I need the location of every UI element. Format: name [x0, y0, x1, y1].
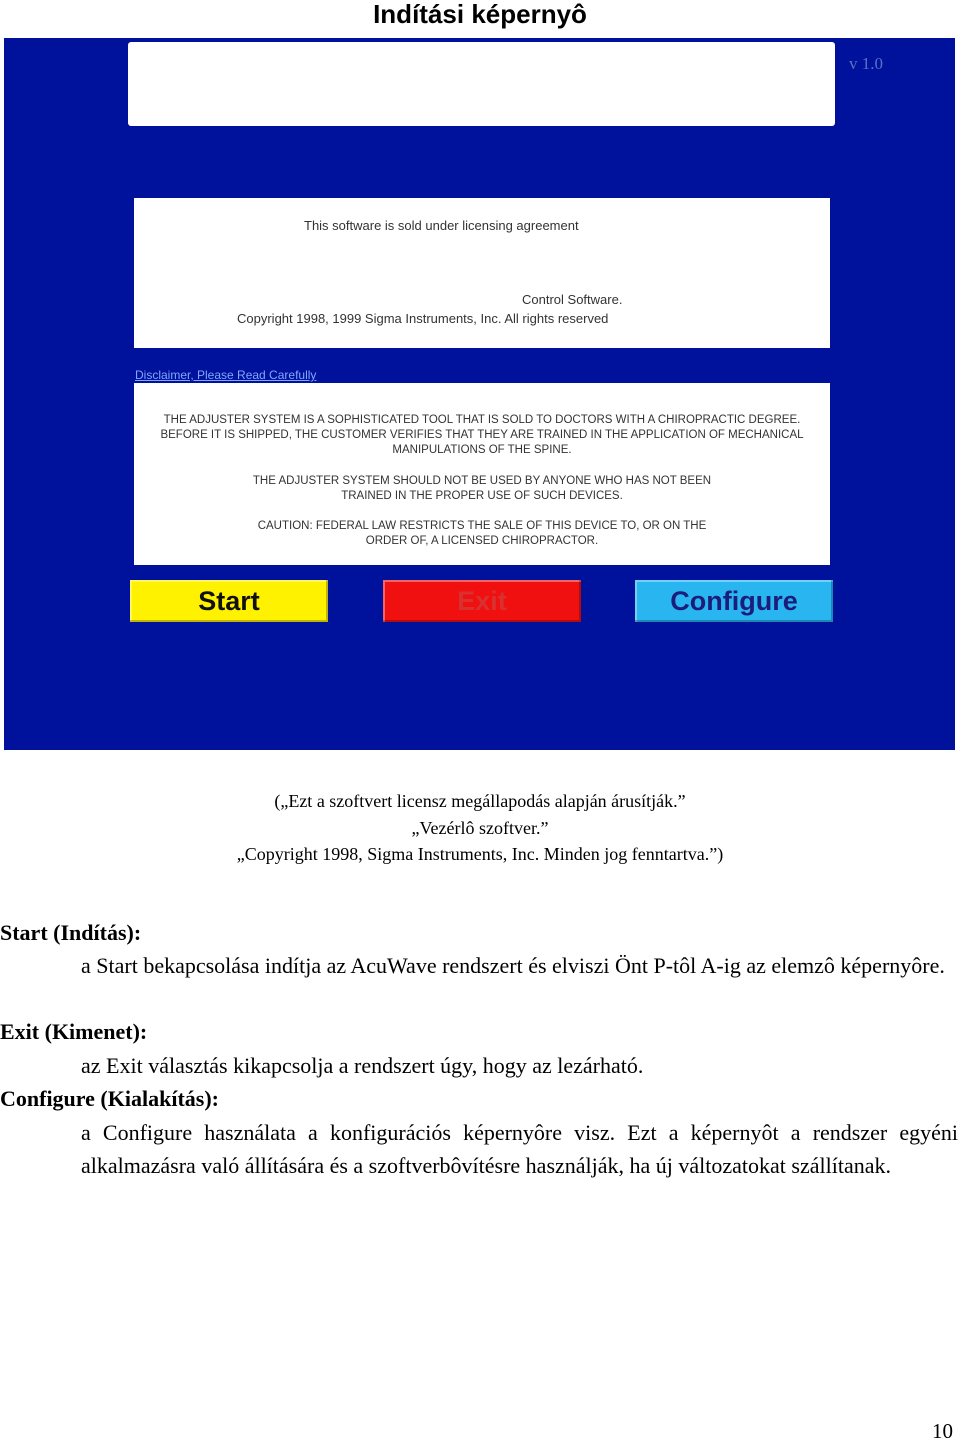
- page-number: 10: [932, 1419, 953, 1443]
- configure-heading: Configure (Kialakítás):: [0, 1086, 219, 1111]
- start-description: a Start bekapcsolása indítja az AcuWave rendszert és elviszi Önt P-tôl A-ig az elemzô képernyôre.: [81, 953, 945, 978]
- exit-heading: Exit (Kimenet):: [0, 1019, 148, 1044]
- caption-line: („Ezt a szoftvert licensz megállapodás alapján árusítják.”: [274, 791, 686, 811]
- product-name: Control Software.: [522, 292, 623, 307]
- license-notice: This software is sold under licensing agreement: [304, 218, 579, 233]
- configure-description: a Configure használata a konfigurációs képernyôre visz. Ezt a képernyôt a rendszer egyéni alkalmazásra való állítására és a szoftverbôvítésre használják, ha új változatokat szállítanak.: [81, 1120, 958, 1178]
- caption-line: „Copyright 1998, Sigma Instruments, Inc. Minden jog fenntartva.”): [236, 844, 724, 864]
- configure-button[interactable]: Configure: [635, 580, 833, 622]
- disclaimer-paragraph: THE ADJUSTER SYSTEM SHOULD NOT BE USED BY ANYONE WHO HAS NOT BEEN TRAINED IN THE PROPER USE OF SUCH DEVICES.: [252, 475, 712, 502]
- exit-description: az Exit választás kikapcsolja a rendszert úgy, hogy az lezárható.: [81, 1053, 644, 1078]
- license-panel: [134, 198, 830, 348]
- startup-screenshot: [4, 38, 955, 750]
- disclaimer-paragraph: THE ADJUSTER SYSTEM IS A SOPHISTICATED TOOL THAT IS SOLD TO DOCTORS WITH A CHIROPRACTIC DEGREE. BEFORE IT IS SHIPPED, THE CUSTOMER VERIFIES THAT THEY ARE TRAINED IN THE APPLICATION OF MECHANICAL MANIPULATIONS OF THE SPINE.: [160, 414, 804, 456]
- version-label: v 1.0: [849, 54, 883, 73]
- screenshot-caption: [0, 788, 960, 868]
- page-title: Indítási képernyô: [373, 0, 587, 29]
- start-button[interactable]: Start: [130, 580, 328, 622]
- caption-line: „Vezérlô szoftver.”: [411, 817, 549, 838]
- start-heading: Start (Indítás):: [0, 920, 142, 945]
- disclaimer-panel: [134, 383, 830, 565]
- disclaimer-link[interactable]: Disclaimer, Please Read Carefully: [135, 368, 317, 382]
- disclaimer-caution: CAUTION: FEDERAL LAW RESTRICTS THE SALE OF THIS DEVICE TO, OR ON THE ORDER OF, A LICENSED CHIROPRACTOR.: [257, 520, 707, 547]
- exit-button[interactable]: Exit: [383, 580, 581, 622]
- logo-banner: [128, 42, 835, 126]
- copyright-notice: Copyright 1998, 1999 Sigma Instruments, Inc. All rights reserved: [237, 311, 609, 326]
